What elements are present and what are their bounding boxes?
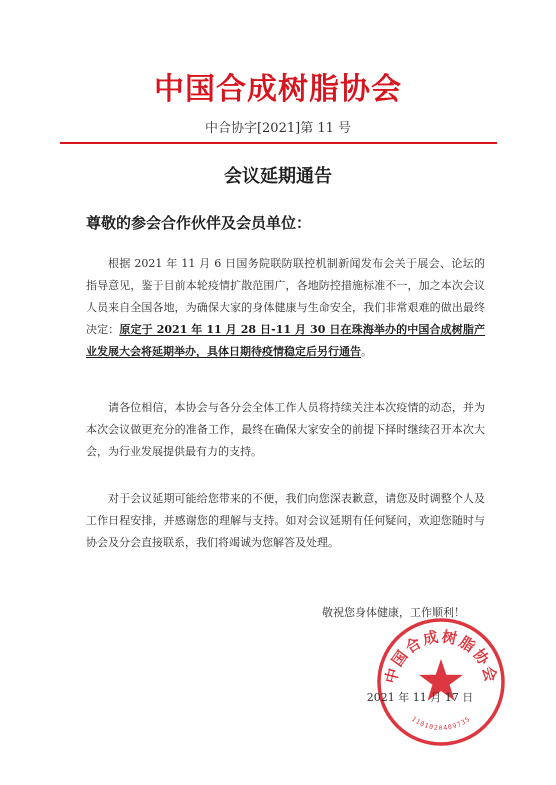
salutation: 尊敬的参会合作伙伴及会员单位： [86, 214, 312, 232]
seal-code-textpath: 1101020409735 [409, 714, 473, 733]
paragraph-decision-tail: 。 [361, 345, 372, 358]
paragraph-decision [86, 253, 485, 363]
notice-title: 会议延期通告 [224, 166, 332, 187]
issue-date: 2021 年 11 月 17 日 [366, 691, 474, 704]
paragraph-decision-emphasis: 原定于 2021 年 11 月 28 日-11 月 30 日在珠海举办的中国合成树脂产业发展大会将延期举办，具体日期待疫情稳定后另行通告 [86, 323, 485, 358]
paragraph-decision-lead: 根据 2021 年 11 月 6 日国务院联防联控机制新闻发布会关于展会、论坛的指导意见，鉴于目前本轮疫情扩散范围广，各地防控措施标准不一，加之本次会议人员来自全国各地，为确保大家的身体健康与生命安全，我们非常艰难的做出最终决定： [86, 257, 485, 336]
seal-arc-textpath: 中国合成树脂协会 [381, 627, 501, 686]
paragraph-apology: 对于会议延期可能给您带来的不便，我们向您深表歉意，请您及时调整个人及工作日程安排，并感谢您的理解与支持。如对会议延期有任何疑问，欢迎您随时与协会及分会直接联系，我们将竭诚为您解答及处理。 [86, 492, 485, 549]
red-divider [60, 142, 497, 144]
closing-wishes: 敬祝您身体健康，工作顺利！ [322, 606, 465, 619]
official-seal-stamp [374, 615, 508, 749]
document-number: 中合协字[2021]第 11 号 [204, 121, 352, 136]
seal-code-text [410, 715, 472, 732]
organization-title: 中国合成树脂协会 [154, 72, 402, 107]
paragraph-assurance: 请各位相信，本协会与各分会全体工作人员将持续关注本次疫情的动态，并为本次会议做更充分的准备工作，最终在确保大家安全的前提下择时继续召开本次大会，为行业发展提供最有力的支持。 [86, 401, 485, 458]
